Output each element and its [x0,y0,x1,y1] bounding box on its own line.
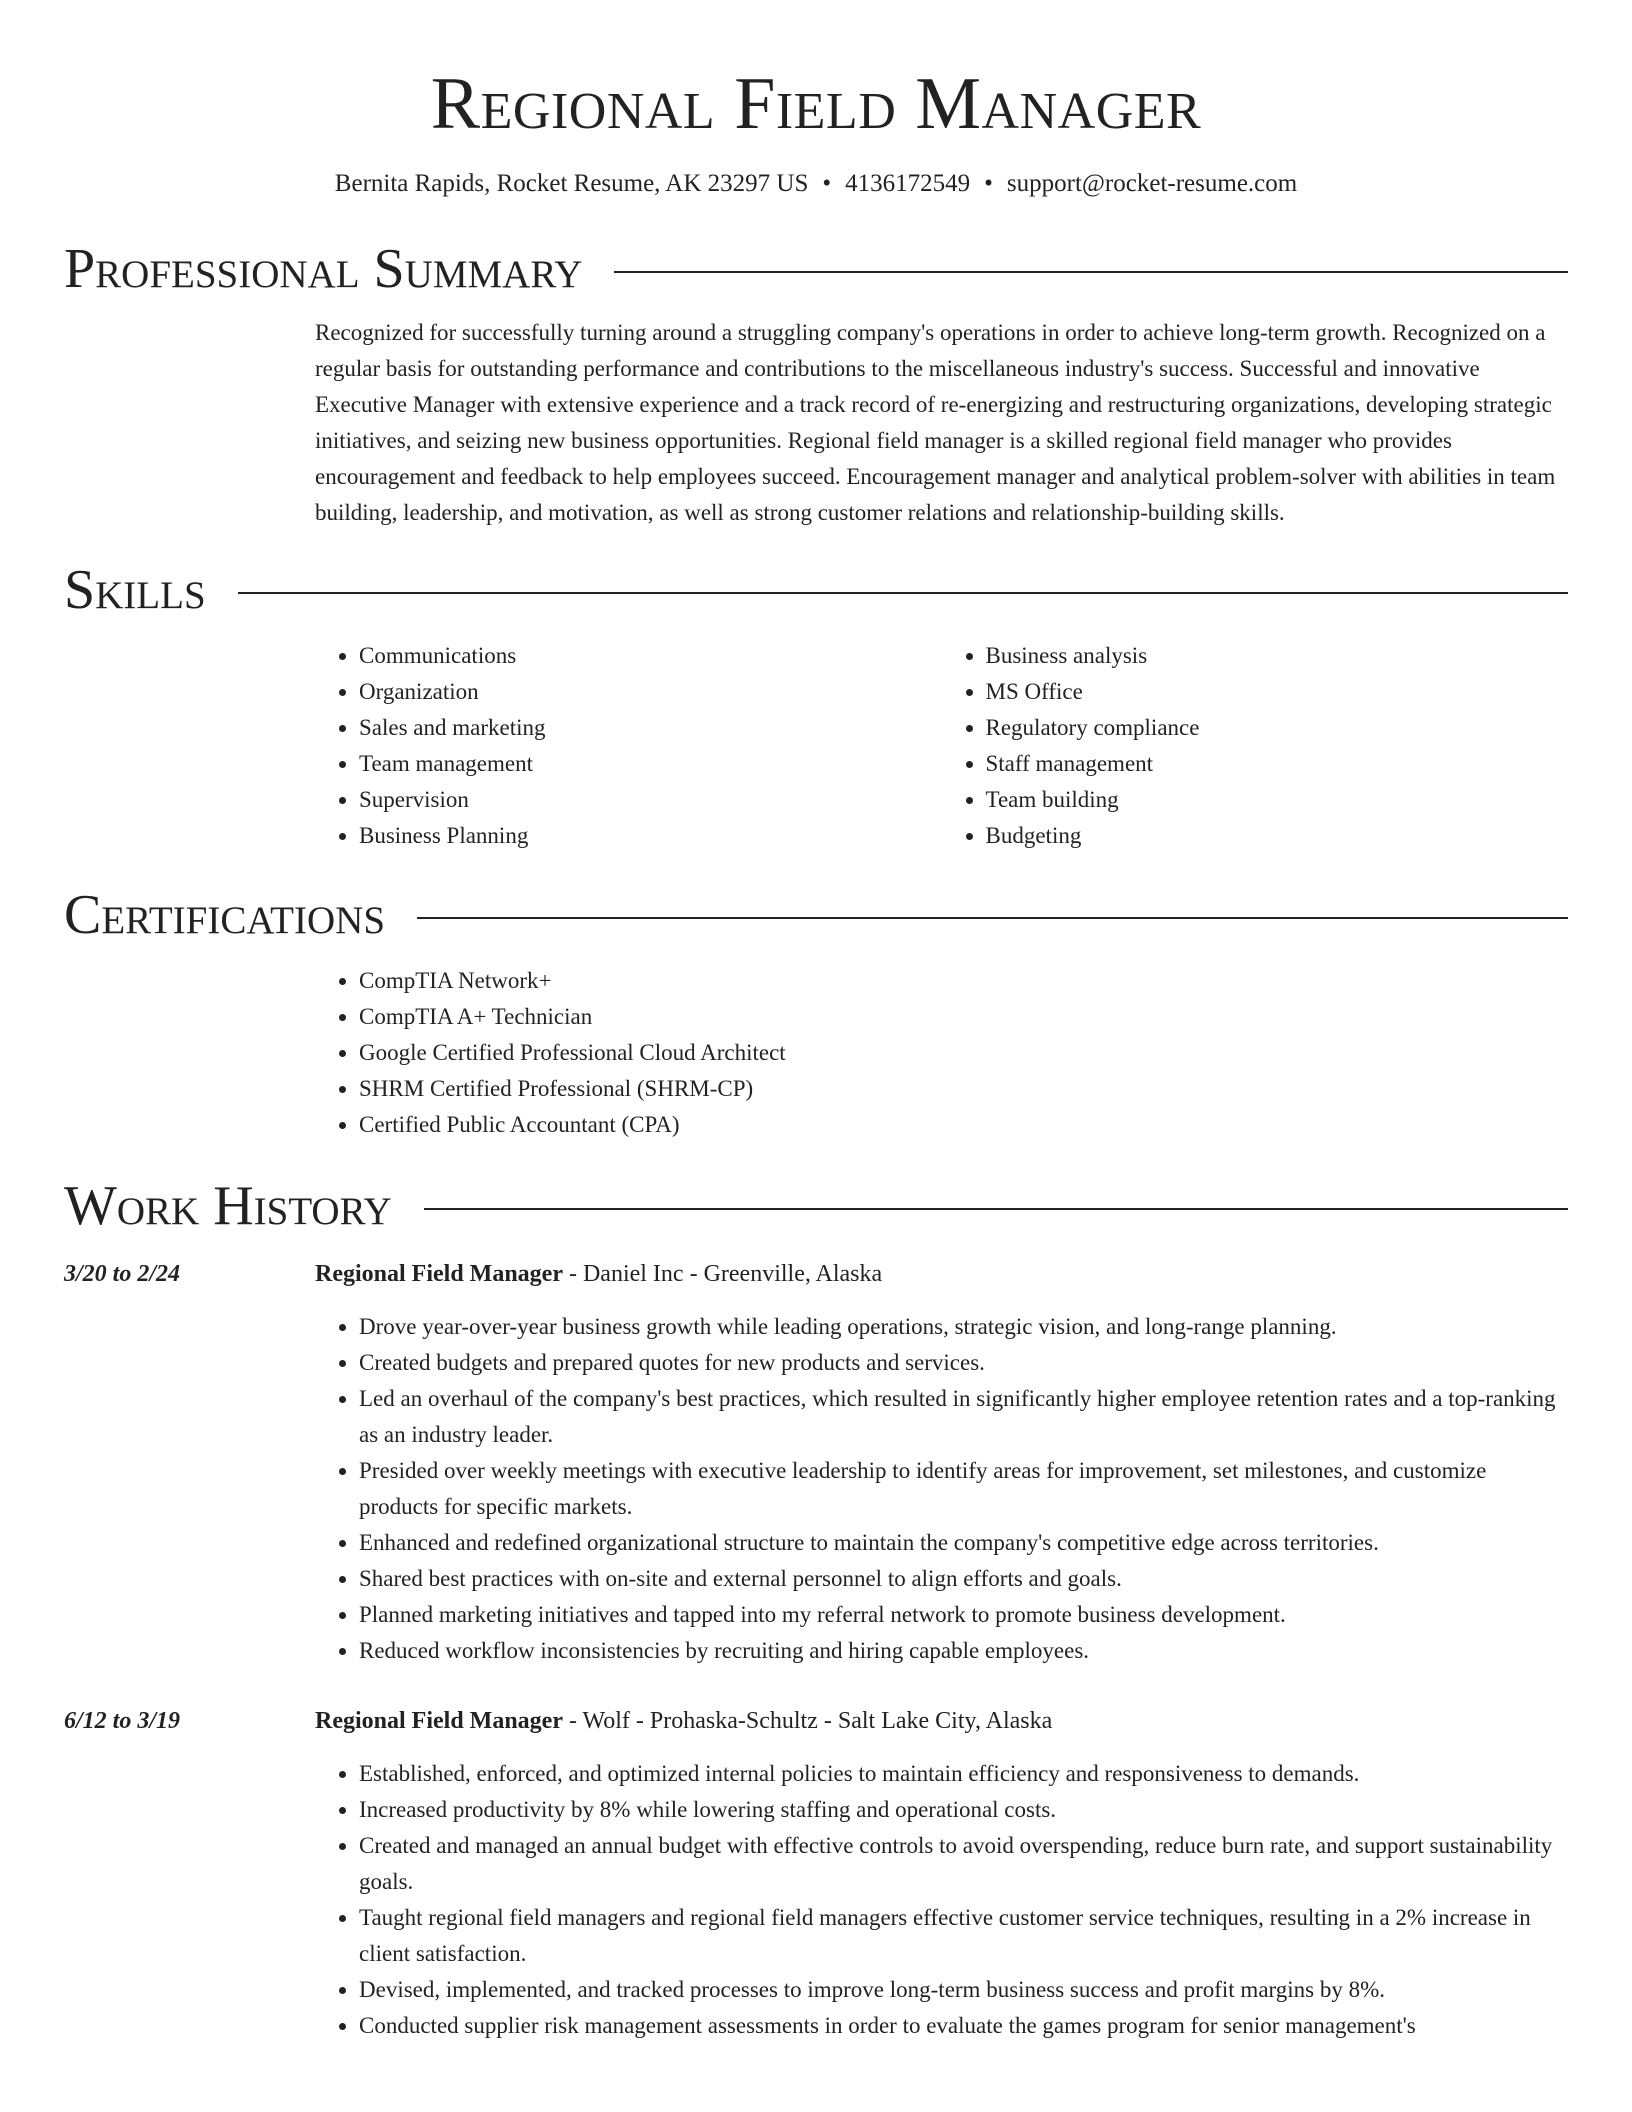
section-divider [238,592,1568,594]
certifications-section-header [64,884,1568,946]
list-item: • CompTIA A+ Technician [359,999,1568,1035]
skills-list-right [942,638,1569,854]
list-item: • Communications [359,638,942,674]
job-entry [64,1703,1568,2044]
skills-heading: Skills [64,559,206,621]
list-item: • Regulatory compliance [986,710,1569,746]
job-details: - Daniel Inc - Greenville, Alaska [562,1261,883,1287]
contact-line [64,168,1568,200]
job-title: Regional Field Manager [315,1261,563,1287]
summary-section-header [64,238,1568,300]
list-item: • CompTIA Network+ [359,963,1568,999]
list-item: • Conducted supplier risk management assessments in order to evaluate the games program for senior management's [359,2008,1568,2044]
list-item: • Presided over weekly meetings with executive leadership to identify areas for improvement, set milestones, and customize products for specific markets. [359,1453,1568,1525]
job-bullets [315,1309,1568,1669]
certifications-list [315,963,1568,1143]
skills-section [315,638,1568,854]
resume-page [64,0,1568,2044]
list-item: • Budgeting [986,818,1569,854]
list-item: • Business analysis [986,638,1569,674]
contact-separator: • [984,170,993,197]
list-item: • Sales and marketing [359,710,942,746]
job-title-line [315,1703,1052,1739]
list-item: • Team management [359,746,942,782]
summary-heading: Professional Summary [64,238,583,300]
contact-phone: 4136172549 [845,170,971,197]
list-item: • Created and managed an annual budget with effective controls to avoid overspending, reduce burn rate, and support sustainability goals. [359,1828,1568,1900]
list-item: • Increased productivity by 8% while lowering staffing and operational costs. [359,1792,1568,1828]
job-title-line [315,1256,882,1292]
section-divider [614,271,1568,273]
list-item: • Business Planning [359,818,942,854]
certifications-heading: Certifications [64,884,386,946]
list-item: • Supervision [359,782,942,818]
job-dates: 6/12 to 3/19 [64,1708,181,1734]
summary-section [315,315,1568,531]
list-item: • Drove year-over-year business growth while leading operations, strategic vision, and long-range planning. [359,1309,1568,1345]
job-bullets [315,1756,1568,2044]
job-bullet-list [315,1309,1568,1669]
list-item: • Planned marketing initiatives and tapped into my referral network to promote business development. [359,1597,1568,1633]
work-section-header [64,1175,1568,1237]
contact-email[interactable]: support@rocket-resume.com [1006,170,1298,197]
work-heading: Work History [64,1175,392,1237]
list-item: • Established, enforced, and optimized internal policies to maintain efficiency and responsiveness to demands. [359,1756,1568,1792]
job-header [64,1703,1568,1739]
skills-grid [315,638,1568,854]
contact-address: Bernita Rapids, Rocket Resume, AK 23297 US [334,170,809,197]
list-item: • Organization [359,674,942,710]
list-item: • Led an overhaul of the company's best practices, which resulted in significantly higher employee retention rates and a top-ranking as an industry leader. [359,1381,1568,1453]
job-bullet-list [315,1756,1568,2044]
skills-section-header [64,559,1568,621]
job-header [64,1256,1568,1292]
section-divider [424,1208,1568,1210]
list-item: • Team building [986,782,1569,818]
certifications-section [315,963,1568,1143]
list-item: • SHRM Certified Professional (SHRM-CP) [359,1071,1568,1107]
job-title: Regional Field Manager [315,1708,563,1734]
job-details: - Wolf - Prohaska-Schultz - Salt Lake City, Alaska [562,1708,1053,1734]
list-item: • Devised, implemented, and tracked processes to improve long-term business success and profit margins by 8%. [359,1972,1568,2008]
job-dates: 3/20 to 2/24 [64,1261,181,1287]
list-item: • Google Certified Professional Cloud Architect [359,1035,1568,1071]
list-item: • Reduced workflow inconsistencies by recruiting and hiring capable employees. [359,1633,1568,1669]
list-item: • Certified Public Accountant (CPA) [359,1107,1568,1143]
summary-text: Recognized for successfully turning around a struggling company's operations in order to achieve long-term growth. Recognized on a regular basis for outstanding performance and contributions to the miscellaneous industry's success. Successful and innovative Executive Manager with extensive experience and a track record of re-energizing and restructuring organizations, developing strategic initiatives, and seizing new business opportunities. Regional field manager is a skilled regional field manager who provides encouragement and feedback to help employees succeed. Encouragement manager and analytical problem-solver with abilities in team building, leadership, and motivation, as well as strong customer relations and relationship-building skills. [315,320,1556,525]
contact-separator: • [822,170,832,197]
page-title: Regional Field Manager [430,63,1202,145]
list-item: • Shared best practices with on-site and external personnel to align efforts and goals. [359,1561,1568,1597]
list-item: • Enhanced and redefined organizational structure to maintain the company's competitive edge across territories. [359,1525,1568,1561]
list-item: • Created budgets and prepared quotes for new products and services. [359,1345,1568,1381]
list-item: • Taught regional field managers and regional field managers effective customer service techniques, resulting in a 2% increase in client satisfaction. [359,1900,1568,1972]
skills-list-left [315,638,942,854]
list-item: • Staff management [986,746,1569,782]
job-entry [64,1256,1568,1669]
list-item: • MS Office [986,674,1569,710]
section-divider [417,917,1568,919]
